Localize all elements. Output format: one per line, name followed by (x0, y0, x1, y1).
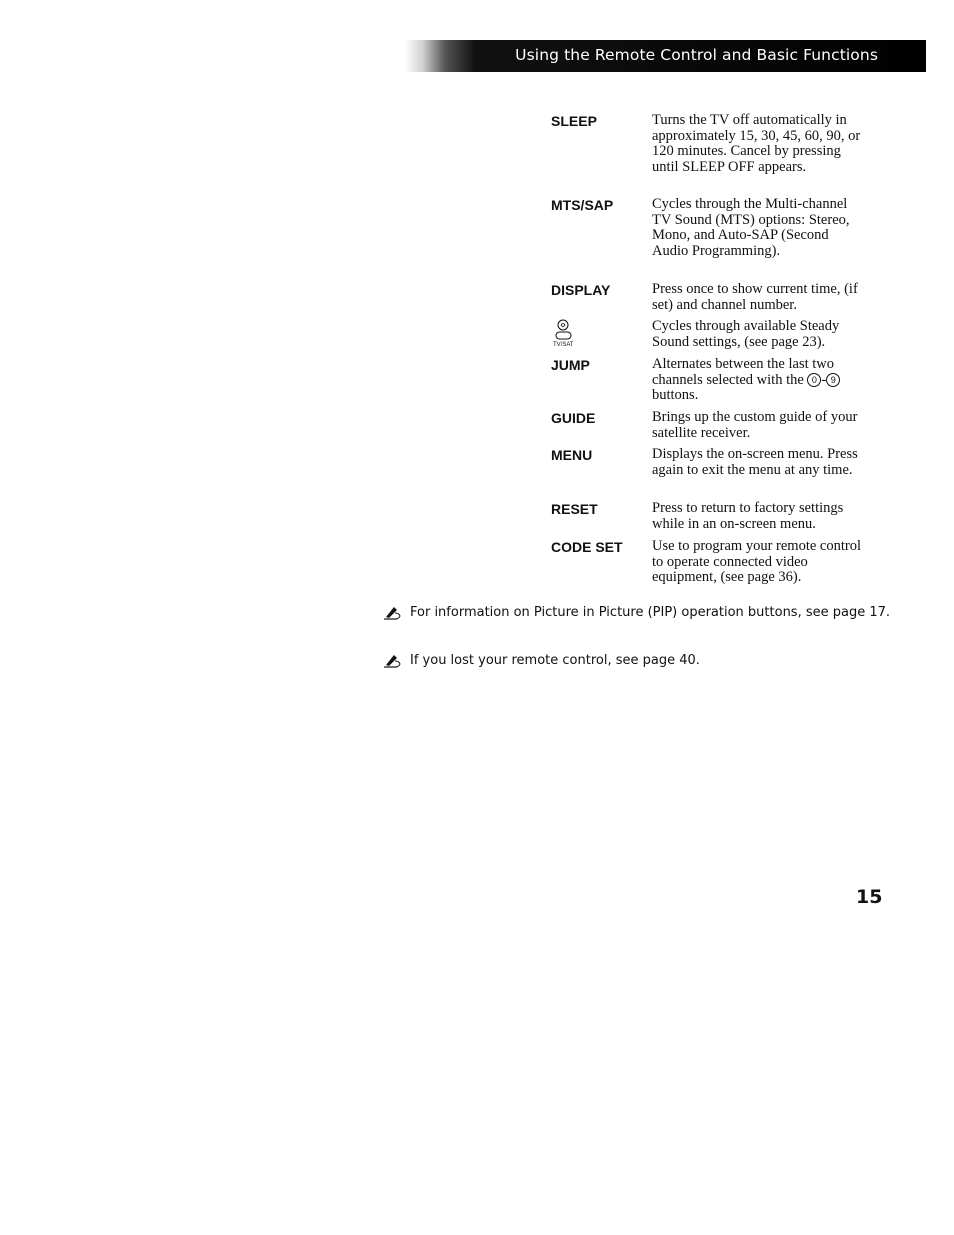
button-description (652, 357, 867, 404)
button-term: DISPLAY (551, 282, 611, 298)
jump-desc-suffix: buttons. (652, 387, 699, 404)
note-pencil-icon (383, 605, 403, 621)
button-term: MENU (551, 447, 593, 463)
button-term: RESET (551, 501, 598, 517)
button-description: Displays the on-screen menu. Press again to exit the menu at any time. (652, 446, 858, 478)
button-term: CODE SET (551, 539, 623, 555)
jump-desc-text: Alternates between the last two channels selected with the (652, 356, 834, 388)
tv-sat-label: TV/SAT (553, 342, 574, 348)
steady-sound-button-icon (551, 319, 579, 349)
note-pencil-icon (383, 653, 403, 669)
button-term: GUIDE (551, 410, 596, 426)
button-description: Brings up the custom guide of your satellite receiver. (652, 409, 858, 441)
page-number: 15 (856, 886, 883, 908)
note-text: If you lost your remote control, see page 40. (410, 653, 700, 668)
note-text: For information on Picture in Picture (PIP) operation buttons, see page 17. (410, 605, 891, 620)
button-description: Press once to show current time, (if set) and channel number. (652, 281, 858, 313)
button-term: MTS/SAP (551, 197, 614, 213)
button-description: Press to return to factory settings while in an on-screen menu. (652, 500, 844, 532)
key-0-icon: 0 (807, 373, 821, 387)
button-term: SLEEP (551, 113, 597, 129)
button-description: Use to program your remote control to operate connected video equipment, (see page 36). (652, 538, 861, 586)
key-range-dash: - (821, 371, 827, 388)
section-title: Using the Remote Control and Basic Functions (515, 46, 878, 64)
button-term: JUMP (551, 357, 590, 373)
section-header-bar (405, 40, 926, 72)
button-description: Turns the TV off automatically in approximately 15, 30, 45, 60, 90, or 120 minutes. Cancel by pressing until SLEEP OFF appears. (652, 112, 861, 176)
key-9-icon: 9 (826, 373, 840, 387)
button-description: Cycles through available Steady Sound settings, (see page 23). (652, 318, 840, 350)
button-description: Cycles through the Multi-channel TV Sound (MTS) options: Stereo, Mono, and Auto-SAP (Second Audio Programming). (652, 196, 850, 260)
